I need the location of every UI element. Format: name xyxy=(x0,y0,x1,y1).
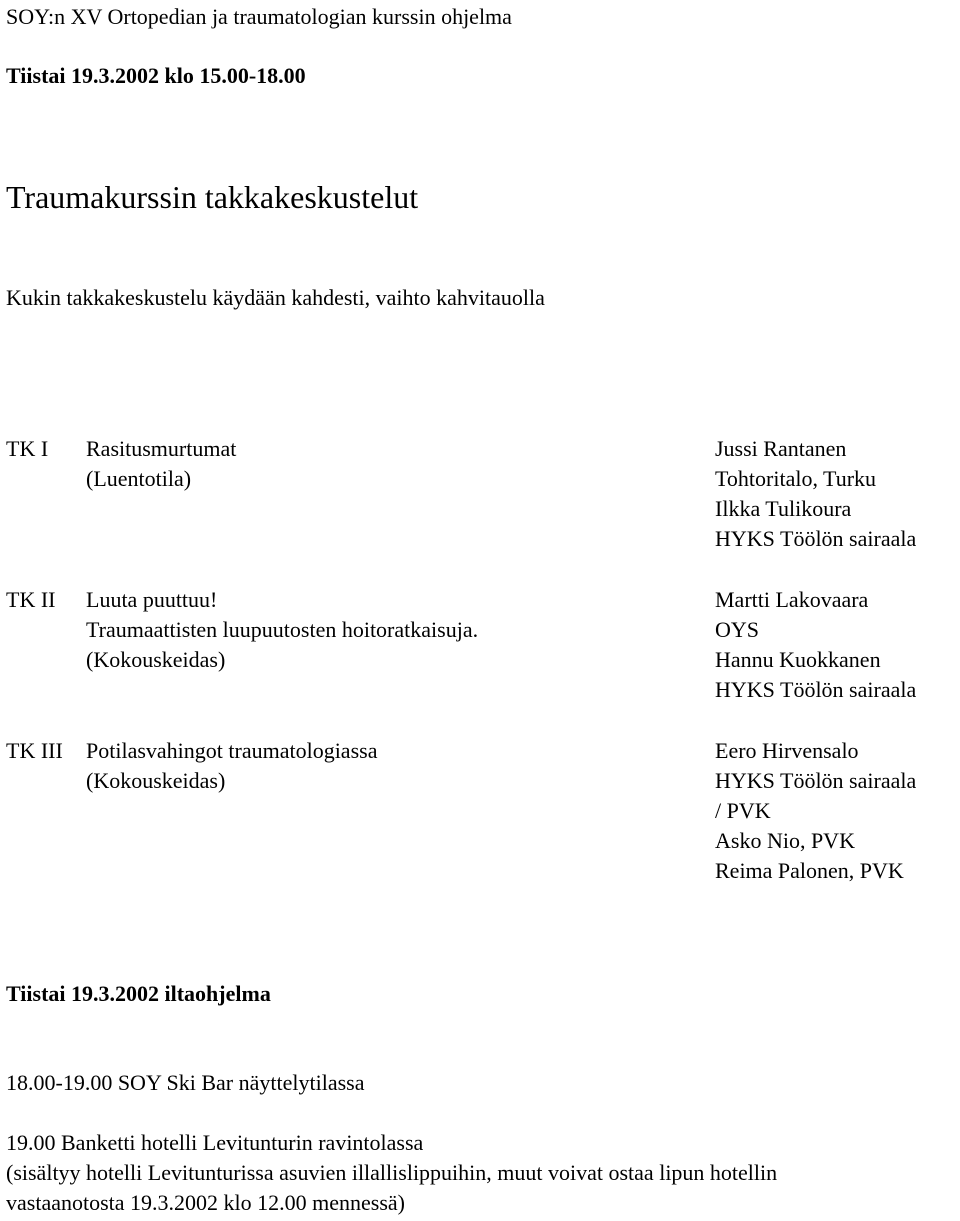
section-note: Kukin takkakeskustelu käydään kahdesti, vaihto kahvitauolla xyxy=(6,285,545,310)
session-location: (Luentotila) xyxy=(86,466,192,491)
session-code: TK II xyxy=(6,587,56,612)
speaker-line: Asko Nio, PVK xyxy=(715,828,855,853)
speaker-line: / PVK xyxy=(715,798,771,823)
evening-note: vastaanotosta 19.3.2002 klo 12.00 mennessä) xyxy=(6,1190,405,1215)
session-location: (Kokouskeidas) xyxy=(86,768,226,793)
session-subtitle: Traumaattisten luupuutosten hoitoratkaisuja. xyxy=(86,617,479,642)
evening-item: 18.00-19.00 SOY Ski Bar näyttelytilassa xyxy=(6,1070,365,1095)
speaker-line: Eero Hirvensalo xyxy=(715,738,859,763)
speaker-line: Reima Palonen, PVK xyxy=(715,858,904,883)
speaker-line: HYKS Töölön sairaala xyxy=(715,677,917,702)
evening-title: Tiistai 19.3.2002 iltaohjelma xyxy=(6,981,271,1006)
session-code: TK III xyxy=(6,738,63,763)
speaker-line: Ilkka Tulikoura xyxy=(715,496,852,521)
session-location: (Kokouskeidas) xyxy=(86,647,226,672)
session-topic: Luuta puuttuu! xyxy=(86,587,218,612)
session-date: Tiistai 19.3.2002 klo 15.00-18.00 xyxy=(6,63,306,88)
speaker-line: Jussi Rantanen xyxy=(715,436,847,461)
evening-item: 19.00 Banketti hotelli Levitunturin ravintolassa xyxy=(6,1130,424,1155)
speaker-line: HYKS Töölön sairaala xyxy=(715,768,917,793)
speaker-line: Martti Lakovaara xyxy=(715,587,869,612)
course-title: SOY:n XV Ortopedian ja traumatologian kurssin ohjelma xyxy=(6,4,512,29)
speaker-line: HYKS Töölön sairaala xyxy=(715,526,917,551)
session-topic: Rasitusmurtumat xyxy=(86,436,237,461)
speaker-line: Hannu Kuokkanen xyxy=(715,647,881,672)
section-title: Traumakurssin takkakeskustelut xyxy=(6,179,419,215)
speaker-line: OYS xyxy=(715,617,760,642)
session-topic: Potilasvahingot traumatologiassa xyxy=(86,738,378,763)
speaker-line: Tohtoritalo, Turku xyxy=(715,466,877,491)
session-code: TK I xyxy=(6,436,49,461)
evening-note: (sisältyy hotelli Levitunturissa asuvien illallislippuihin, muut voivat ostaa lipun hotellin xyxy=(6,1160,778,1185)
